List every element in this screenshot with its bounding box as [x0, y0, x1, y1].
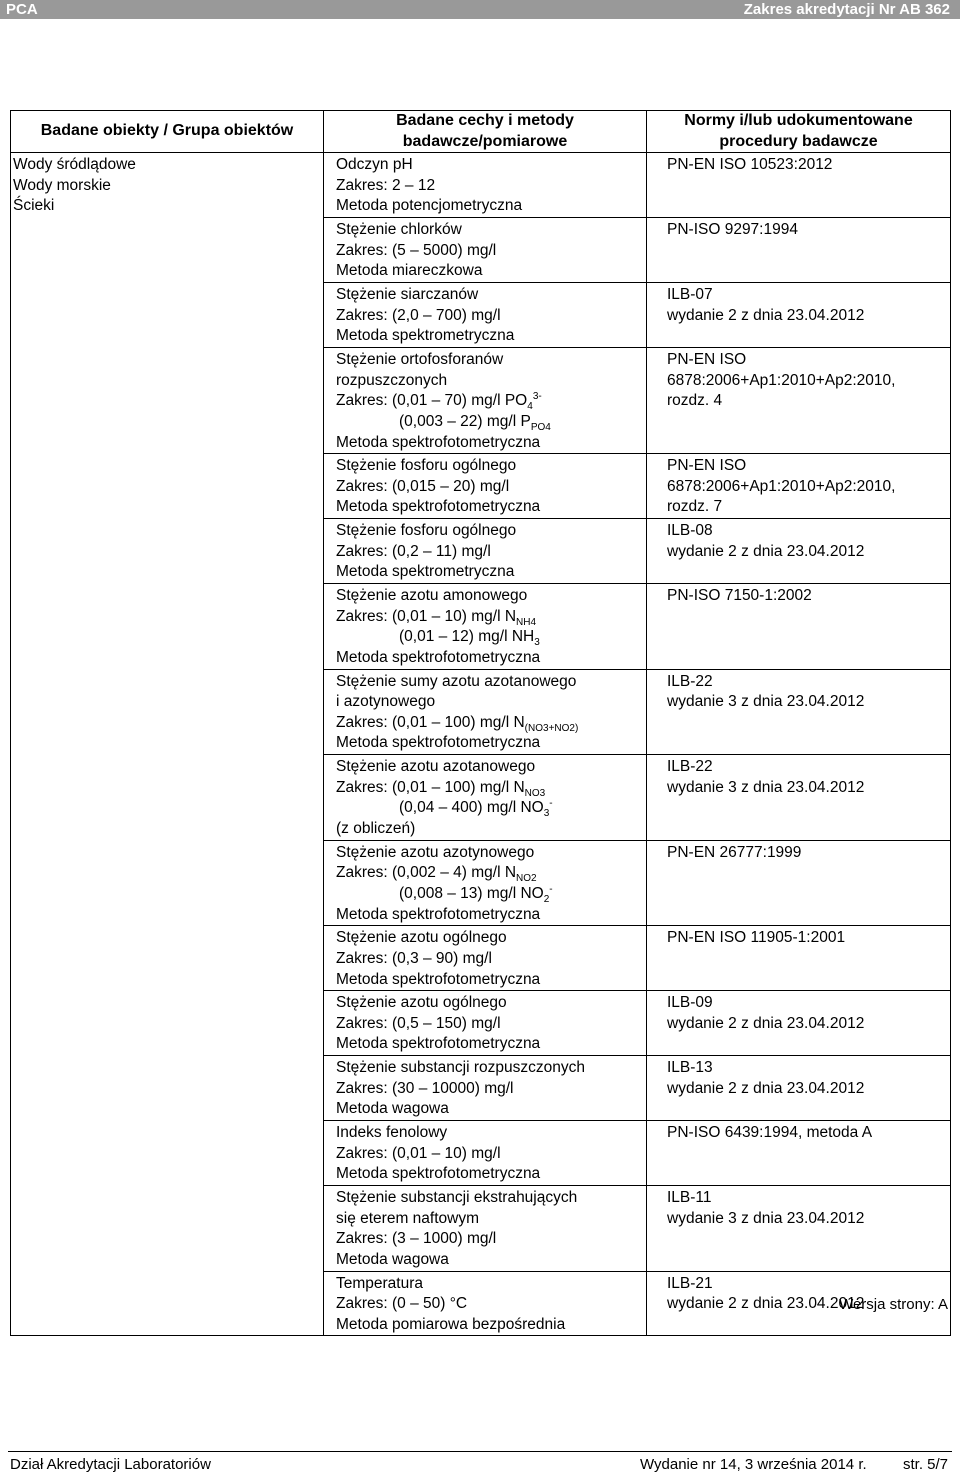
- norm-cell: [647, 1185, 951, 1271]
- norm-line: ILB-08: [667, 522, 713, 540]
- method-cell: [324, 926, 647, 991]
- norm-cell: [647, 283, 951, 348]
- method-line: Stężenie chlorków: [336, 221, 462, 239]
- method-line: Metoda spektrofotometryczna: [336, 433, 541, 451]
- norm-line: ILB-07: [667, 286, 713, 304]
- method-line: Zakres: (0,3 – 90) mg/l: [336, 949, 492, 967]
- table-row: [11, 153, 951, 218]
- method-cell: [324, 347, 647, 453]
- method-line: Stężenie substancji rozpuszczonych: [336, 1059, 585, 1077]
- method-line: Odczyn pH: [336, 156, 413, 174]
- footer-divider: [8, 1451, 952, 1452]
- range-line: (0,01 – 12) mg/l $NH_3$: [399, 628, 540, 649]
- method-cell: [324, 454, 647, 519]
- method-cell: [324, 755, 647, 841]
- range-line: Zakres: (0,002 – 4) mg/l $N_{NO2}$: [336, 864, 537, 885]
- norm-cell: [647, 991, 951, 1056]
- range-line: (0,003 – 22) mg/l $P_{PO4}$: [399, 412, 551, 433]
- object-item: Wody morskie: [13, 176, 111, 194]
- accreditation-table: [10, 110, 951, 1336]
- version-note: Wersja strony: A: [839, 1296, 948, 1313]
- norm-line: PN-EN ISO: [667, 457, 747, 475]
- method-line: Zakres: 2 – 12: [336, 176, 436, 194]
- norm-line: ILB-11: [667, 1188, 712, 1206]
- norm-line: PN-EN ISO: [667, 350, 747, 368]
- norm-line: ILB-21: [667, 1274, 713, 1292]
- norm-line: PN-ISO 6439:1994, metoda A: [667, 1124, 873, 1142]
- method-line: Metoda potencjometryczna: [336, 197, 523, 215]
- method-cell: [324, 1271, 647, 1336]
- norm-line: 6878:2006+Ap1:2010+Ap2:2010,: [667, 371, 896, 389]
- method-cell: [324, 840, 647, 926]
- objects-cell: [11, 153, 324, 1336]
- method-line: Zakres: (0 – 50) °C: [336, 1295, 468, 1313]
- method-line: rozpuszczonych: [336, 371, 448, 389]
- range-line: Zakres: (0,01 – 100) mg/l $N_{(NO3+NO2)}$: [336, 713, 579, 734]
- method-line: Metoda spektrofotometryczna: [336, 905, 541, 923]
- method-line: i azotynowego: [336, 693, 436, 711]
- norm-line: rozdz. 7: [667, 498, 723, 516]
- norm-line: rozdz. 4: [667, 392, 723, 410]
- method-line: Stężenie siarczanów: [336, 286, 479, 304]
- norm-line: ILB-22: [667, 672, 713, 690]
- method-line: Stężenie sumy azotu azotanowego: [336, 672, 577, 690]
- range-line: (0,04 – 400) mg/l $NO_3^-$: [399, 798, 553, 820]
- method-cell: [324, 584, 647, 670]
- method-line: Stężenie azotu azotanowego: [336, 758, 536, 776]
- method-line: Metoda spektrofotometryczna: [336, 1165, 541, 1183]
- method-cell: [324, 218, 647, 283]
- norm-cell: [647, 840, 951, 926]
- norm-line: PN-EN ISO 10523:2012: [667, 156, 833, 174]
- method-line: Stężenie ortofosforanów: [336, 350, 504, 368]
- norm-line: wydanie 3 z dnia 23.04.2012: [667, 778, 865, 796]
- header-left: PCA: [6, 1, 38, 18]
- method-line: Metoda wagowa: [336, 1250, 449, 1268]
- method-line: Temperatura: [336, 1274, 424, 1292]
- method-line: Metoda spektrofotometryczna: [336, 734, 541, 752]
- header-objects: Badane obiekty / Grupa obiektów: [11, 111, 324, 153]
- method-cell: [324, 991, 647, 1056]
- method-line: Indeks fenolowy: [336, 1124, 448, 1142]
- norm-line: PN-ISO 9297:1994: [667, 221, 798, 239]
- norm-line: PN-ISO 7150-1:2002: [667, 587, 812, 604]
- method-line: Zakres: (3 – 1000) mg/l: [336, 1230, 497, 1248]
- method-line: Zakres: (5 – 5000) mg/l: [336, 241, 497, 259]
- method-line: Zakres: (0,5 – 150) mg/l: [336, 1014, 501, 1032]
- method-line: Metoda wagowa: [336, 1100, 449, 1118]
- norm-line: wydanie 2 z dnia 23.04.2012: [667, 1295, 865, 1313]
- method-line: Metoda spektrofotometryczna: [336, 648, 541, 666]
- page-header: [0, 0, 960, 19]
- method-cell: [324, 669, 647, 755]
- norm-cell: [647, 1056, 951, 1121]
- norm-line: PN-EN ISO 11905-1:2001: [667, 929, 846, 947]
- norm-line: wydanie 2 z dnia 23.04.2012: [667, 1014, 865, 1032]
- header-methods: Badane cechy i metody badawcze/pomiarowe: [324, 111, 647, 153]
- norm-line: 6878:2006+Ap1:2010+Ap2:2010,: [667, 477, 896, 495]
- range-line: Zakres: (0,01 – 10) mg/l $N_{NH4}$: [336, 607, 537, 628]
- object-item: Wody śródlądowe: [13, 156, 136, 174]
- table-body: [11, 153, 951, 1336]
- method-line: Metoda spektrofotometryczna: [336, 498, 541, 516]
- method-line: się eterem naftowym: [336, 1209, 479, 1227]
- range-line: (0,008 – 13) mg/l $NO_2^-$: [399, 883, 553, 906]
- method-line: Stężenie azotu amonowego: [336, 587, 528, 604]
- method-line: Stężenie azotu ogólnego: [336, 994, 507, 1012]
- header-norms: Normy i/lub udokumentowane procedury badawcze: [647, 111, 951, 153]
- norm-line: ILB-13: [667, 1059, 713, 1077]
- method-cell: [324, 283, 647, 348]
- norm-cell: [647, 926, 951, 991]
- norm-line: wydanie 3 z dnia 23.04.2012: [667, 693, 865, 711]
- footer-edition: Wydanie nr 14, 3 września 2014 r.: [640, 1456, 867, 1473]
- range-line: Zakres: (0,01 – 100) mg/l $N_{NO3}$: [336, 778, 546, 799]
- method-line: Metoda miareczkowa: [336, 262, 483, 280]
- table-header-row: [11, 111, 951, 153]
- norm-cell: [647, 454, 951, 519]
- method-line: Metoda pomiarowa bezpośrednia: [336, 1315, 566, 1333]
- method-cell: [324, 1121, 647, 1186]
- method-line: Stężenie fosforu ogólnego: [336, 522, 517, 540]
- norm-line: wydanie 3 z dnia 23.04.2012: [667, 1209, 865, 1227]
- norm-line: wydanie 2 z dnia 23.04.2012: [667, 1079, 865, 1097]
- method-cell: [324, 519, 647, 584]
- norm-cell: [647, 218, 951, 283]
- norm-cell: [647, 153, 951, 218]
- method-line: Zakres: (0,2 – 11) mg/l: [336, 542, 491, 560]
- range-line: Zakres: (0,01 – 70) mg/l $PO_4^{3-}$: [336, 391, 542, 413]
- method-cell: [324, 1185, 647, 1271]
- footer-left: Dział Akredytacji Laboratoriów: [10, 1456, 211, 1473]
- norm-line: wydanie 2 z dnia 23.04.2012: [667, 306, 865, 324]
- method-line: Stężenie azotu azotynowego: [336, 843, 535, 861]
- norm-cell: [647, 347, 951, 453]
- method-line: (z obliczeń): [336, 820, 416, 838]
- method-line: Metoda spektrometryczna: [336, 563, 515, 581]
- norm-line: wydanie 2 z dnia 23.04.2012: [667, 542, 865, 560]
- norm-cell: [647, 519, 951, 584]
- norm-line: PN-EN 26777:1999: [667, 843, 802, 861]
- norm-cell: [647, 1121, 951, 1186]
- method-cell: [324, 153, 647, 218]
- norm-line: ILB-22: [667, 758, 713, 776]
- norm-cell: [647, 669, 951, 755]
- method-line: Metoda spektrofotometryczna: [336, 1035, 541, 1053]
- method-line: Zakres: (30 – 10000) mg/l: [336, 1079, 514, 1097]
- object-item: Ścieki: [13, 197, 55, 215]
- method-line: Stężenie substancji ekstrahujących: [336, 1188, 578, 1206]
- norm-cell: [647, 755, 951, 841]
- method-cell: [324, 1056, 647, 1121]
- footer-page: str. 5/7: [903, 1456, 949, 1473]
- header-right: Zakres akredytacji Nr AB 362: [743, 1, 950, 18]
- norm-line: ILB-09: [667, 994, 713, 1012]
- method-line: Zakres: (0,01 – 10) mg/l: [336, 1144, 501, 1162]
- method-line: Metoda spektrometryczna: [336, 327, 515, 345]
- method-line: Zakres: (2,0 – 700) mg/l: [336, 306, 501, 324]
- norm-cell: [647, 584, 951, 670]
- method-line: Zakres: (0,015 – 20) mg/l: [336, 477, 510, 495]
- method-line: Metoda spektrofotometryczna: [336, 970, 541, 988]
- method-line: Stężenie azotu ogólnego: [336, 929, 507, 947]
- method-line: Stężenie fosforu ogólnego: [336, 457, 517, 475]
